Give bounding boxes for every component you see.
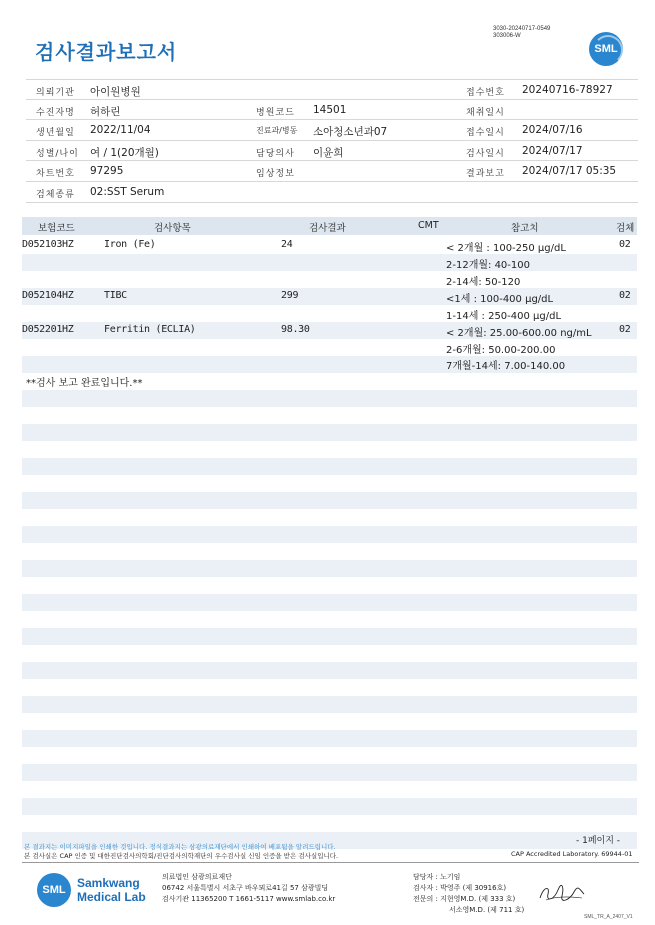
row1-ref-3: 2-14세: 50-120: [446, 277, 521, 288]
header-result: 검사결과: [309, 223, 346, 234]
row1-ref-1: < 2개월 : 100-250 µg/dL: [446, 243, 566, 254]
table-stripe: [22, 696, 637, 713]
cap-accreditation: CAP Accredited Laboratory. 6994​4-01: [511, 850, 633, 858]
header-item: 검사항목: [154, 223, 191, 234]
signature-image: [538, 882, 586, 904]
info-row: 수진자명 허하린 병원코드 14501 채취일시: [26, 100, 638, 121]
form-code: SML_TR_A_2407_V1: [584, 914, 633, 920]
info-row: 차트번호 97295 임상정보 결과보고 2024/07/17 05:35: [26, 161, 638, 182]
print-notice: 본 결과지는 이미지파일을 인쇄한 것입니다. 정식결과지는 삼광의료재단에서 인쇄하여 배포됨을 알려드립니다.: [24, 843, 336, 851]
brand-name: Samkwang Medical Lab: [77, 876, 146, 904]
hospital-value: 아이원병원: [90, 86, 141, 98]
receipt-no-value: 20240716-78927: [522, 84, 613, 96]
table-stripe: [22, 390, 637, 407]
row1-specimen: 02: [619, 239, 631, 250]
specimen-value: 02:SST Serum: [90, 185, 165, 198]
page-title: 검사결과보고서: [35, 40, 178, 64]
patient-info-table: [26, 79, 638, 203]
info-row: 의뢰기관 아이원병원 접수번호 20240716-78927: [26, 79, 638, 100]
patient-value: 허하린: [90, 105, 121, 118]
row1-ref-2: 2-12개월: 40-100: [446, 260, 530, 271]
cap-notice: 본 검사실은 CAP 인증 및 대한진단검사의학회/진단검사의학재단의 우수검사실 신임 인증을 받은 검사실입니다.: [24, 852, 339, 860]
info-row: 생년월일 2022/11/04 진료과/병동 소아청소년과07 접수일시 2024/07/16: [26, 120, 638, 141]
row1-result: 24: [281, 239, 293, 250]
dept-value: 소아청소년과07: [313, 126, 388, 139]
row1-item: Iron (Fe): [104, 239, 156, 250]
table-stripe: [22, 492, 637, 509]
table-stripe: [22, 424, 637, 441]
row2-ref-1: <1세 : 100-400 µg/dL: [446, 294, 554, 305]
staff-block: 담당자 : 노기임 검사자 : 박영주 (제 30916호) 전문의 : 지현영M.D. (제 333 호) 서소영M.D. (제 711 호): [413, 873, 525, 914]
document-code: 3030-20240717-0549 303006-W: [493, 26, 551, 39]
header-cmt: CMT: [418, 220, 439, 231]
page-number: - 1페이지 -: [576, 836, 621, 846]
lab-address: 의료법인 삼광의료재단 06742 서울특별시 서초구 바우뫼로41길 57 삼광빌딩 검사기관 11365200 T 1661-5117 www.smlab.co.kr: [162, 873, 336, 903]
table-stripe: [22, 628, 637, 645]
table-stripe: [22, 458, 637, 475]
header-code: 보험코드: [38, 223, 75, 234]
table-stripe: [22, 662, 637, 679]
receipt-date-value: 2024/07/16: [522, 124, 583, 137]
row2-item: TIBC: [104, 290, 127, 301]
footer-divider: [22, 862, 639, 863]
row3-ref-1: < 2개월: 25.00-600.00 ng/mL: [446, 328, 592, 339]
row3-item: Ferritin (ECLIA): [104, 324, 196, 335]
report-complete-note: **검사 보고 완료입니다.**: [26, 378, 143, 389]
row2-specimen: 02: [619, 290, 631, 301]
table-stripe: [22, 560, 637, 577]
table-stripe: [22, 254, 637, 271]
row3-code: D052201HZ: [22, 324, 74, 335]
sml-logo: SML: [589, 32, 623, 66]
dob-value: 2022/11/04: [90, 124, 151, 137]
header-ref: 참고치: [511, 223, 539, 234]
info-row: 성별/나이 여 / 1(20개월) 담당의사 이윤희 검사일시 2024/07/17: [26, 141, 638, 162]
row2-result: 299: [281, 290, 299, 301]
chart-no-value: 97295: [90, 165, 124, 178]
row2-code: D052104HZ: [22, 290, 74, 301]
row3-result: 98.30: [281, 324, 310, 335]
table-stripe: [22, 798, 637, 815]
report-value: 2024/07/17 05:35: [522, 165, 617, 178]
row3-ref-2: 2-6개월: 50.00-200.00: [446, 345, 556, 356]
sml-footer-logo: SML: [37, 873, 71, 907]
table-stripe: [22, 526, 637, 543]
test-date-value: 2024/07/17: [522, 144, 583, 157]
info-row: 검체종류 02:SST Serum: [26, 182, 638, 203]
row1-code: D052103HZ: [22, 239, 74, 250]
hospital-code-value: 14501: [313, 103, 347, 116]
sex-age-value: 여 / 1(20개월): [90, 146, 159, 159]
table-stripe: [22, 594, 637, 611]
row2-ref-2: 1-14세 : 250-400 µg/dL: [446, 311, 562, 322]
header-specimen: 검체: [616, 223, 635, 234]
row3-ref-3: 7개월-14세: 7.00-140.00: [446, 361, 566, 372]
row3-specimen: 02: [619, 324, 631, 335]
results-table-header: [22, 217, 637, 235]
doctor-value: 이윤희: [313, 146, 344, 159]
table-stripe: [22, 730, 637, 747]
table-stripe: [22, 764, 637, 781]
